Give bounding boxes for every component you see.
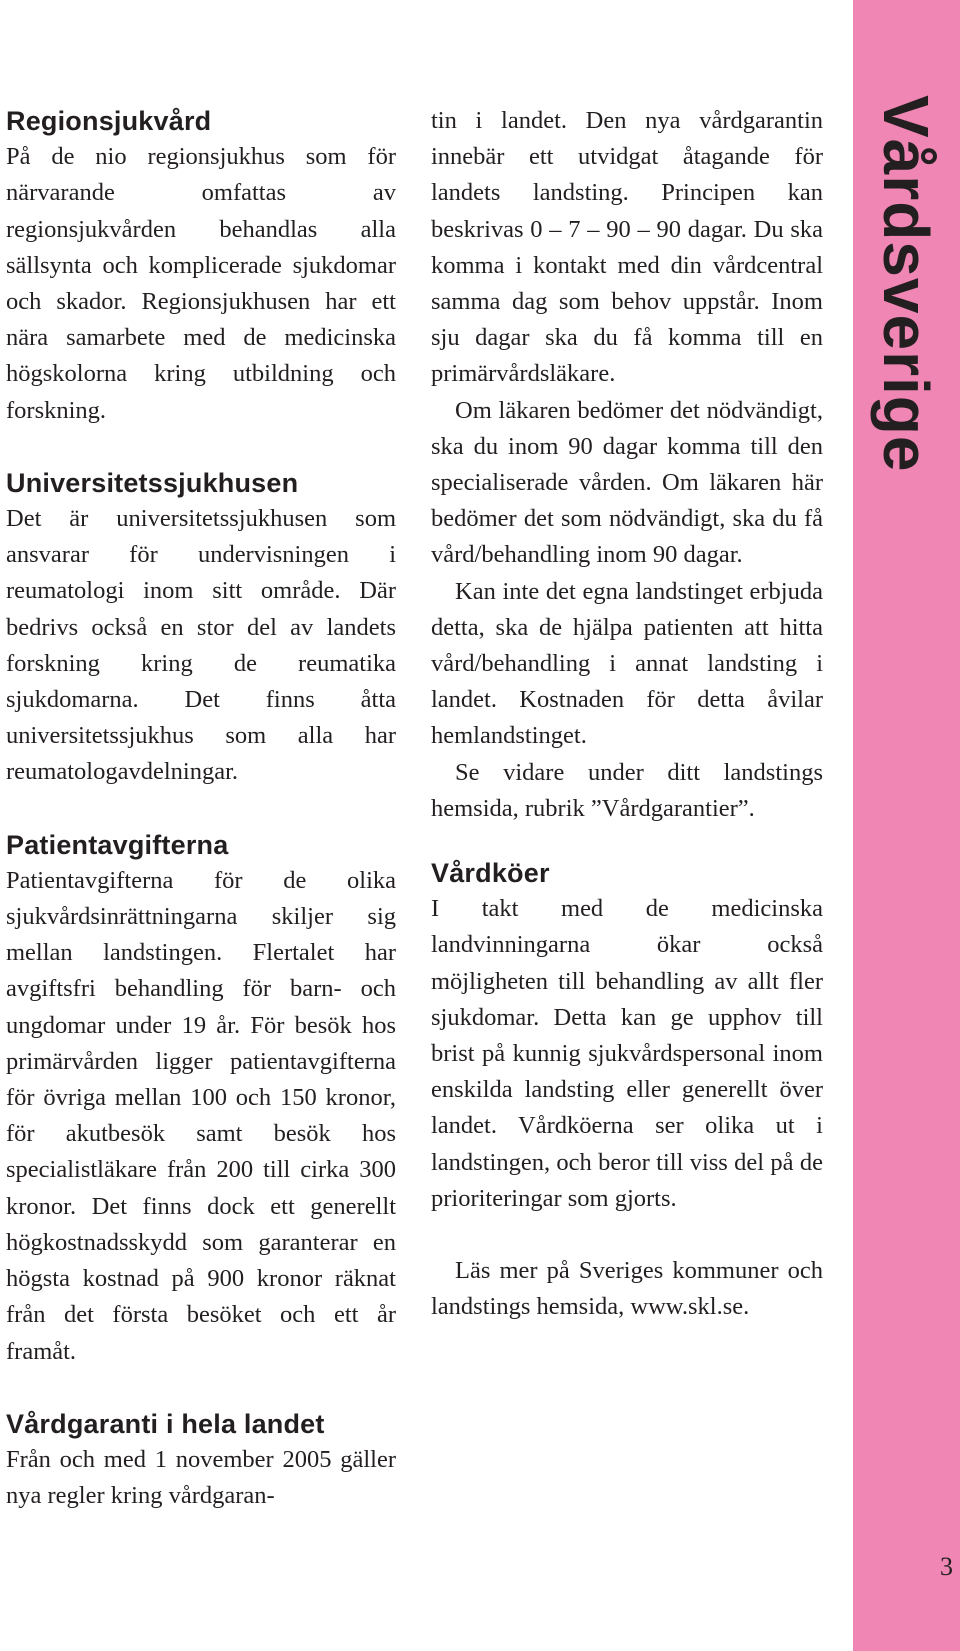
heading-patientavgifterna: Patientavgifterna	[6, 829, 229, 860]
paragraph-read-more: Läs mer på Sveriges kommuner och landstings hemsida, www.skl.se.	[431, 1257, 823, 1321]
heading-vardgaranti: Vårdgaranti i hela landet	[6, 1408, 325, 1439]
paragraph-specialiserade-varden: Om läkaren bedömer det nödvändigt, ska du inom 90 dagar komma till den specialiserade vården. Om läkaren här bedömer det som nödvändigt, ska du få vård/behandling inom 90 dagar.	[431, 396, 823, 569]
paragraph-universitetssjukhusen: Det är universitetssjukhusen som ansvarar för undervisningen i reumatologi inom sitt område. Där bedrivs också en stor del av landets forskning kring de reumatika sjukdomarna. Det finns åtta universitetssjukhus som alla har reumatologavdelningar.	[6, 505, 396, 786]
heading-vardkoer: Vårdköer	[431, 858, 550, 889]
paragraph-vardgaranti: Från och med 1 november 2005 gäller nya regler kring vårdgaran-	[6, 1445, 396, 1510]
left-column	[6, 103, 396, 1514]
sidebar-title: Vårdsverige	[870, 95, 942, 473]
heading-regionsjukvard: Regionsjukvård	[6, 106, 212, 136]
page-number: 3	[940, 1552, 953, 1581]
paragraph-regionsjukvard: På de nio regionsjukhus som för närvarande omfattas av regionsjukvården behandlas alla sällsynta och komplicerade sjukdomar och skador. Regionsjukhusen har ett nära samarbete med de medicinska högskolorna kring utbildning och forskning.	[6, 143, 396, 424]
right-column	[431, 103, 823, 1326]
paragraph-vardgaranti-continued: tin i landet. Den nya vårdgarantin innebär ett utvidgat åtagande för landets landsting. Principen kan beskrivas 0 – 7 – 90 – 90 dagar. Du ska komma i kontakt med din vårdcentral samma dag som behov uppstår. Inom sju dagar ska du få komma till en primärvårdsläkare.	[431, 107, 823, 388]
heading-universitetssjukhusen: Universitetssjukhusen	[6, 467, 299, 498]
paragraph-annat-landsting: Kan inte det egna landstinget erbjuda detta, ska de hjälpa patienten att hitta vård/behandling i annat landsting i landet. Kostnaden för detta åvilar hemlandstinget.	[431, 577, 823, 750]
paragraph-vardkoer: I takt med de medicinska landvinningarna ökar också möjligheten till behandling av allt fler sjukdomar. Detta kan ge upphov till brist på kunnig sjukvårdspersonal inom enskilda landsting eller generellt över landet. Vårdköerna ser olika ut i landstingen, och beror till viss del på de prioriteringar som gjorts.	[431, 895, 823, 1212]
paragraph-patientavgifterna: Patientavgifterna för de olika sjukvårdsinrättningarna skiljer sig mellan landstingen. Flertalet har avgiftsfri behandling för barn- och ungdomar under 19 år. För besök hos primärvården ligger patientavgifterna för övriga mellan 100 och 150 kronor, för akutbesök samt besök hos specialistläkare från 200 till cirka 300 kronor. Det finns dock ett generellt högkostnadsskydd som garanterar en högsta kostnad på 900 kronor räknat från det första besöket och ett år framåt.	[6, 866, 396, 1365]
paragraph-se-vidare: Se vidare under ditt landstings hemsida, rubrik ”Vårdgarantier”.	[431, 758, 823, 822]
sidebar-band	[853, 0, 960, 1651]
